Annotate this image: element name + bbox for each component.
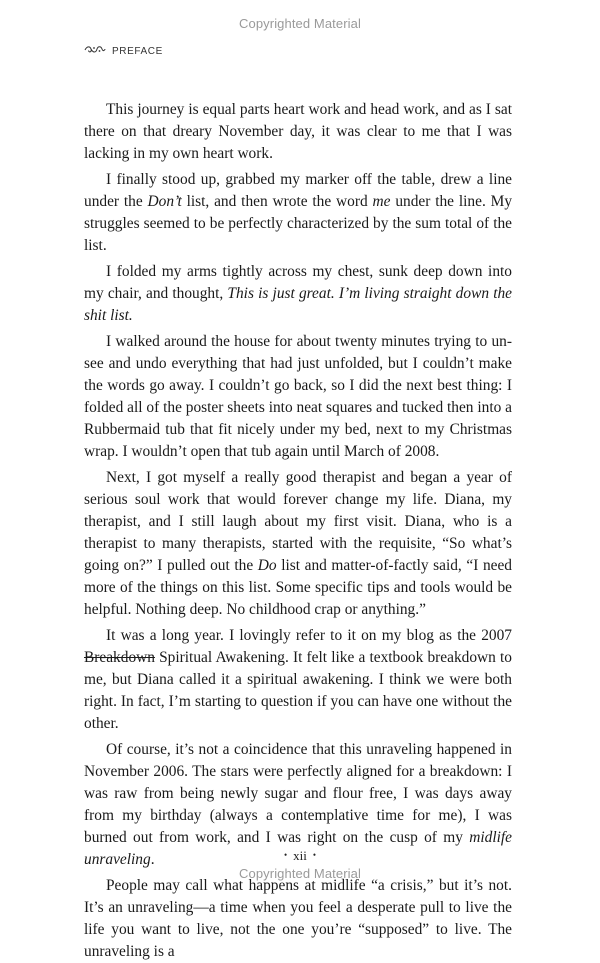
running-head — [84, 45, 163, 57]
bullet-left: • — [283, 850, 288, 860]
body-text — [84, 99, 512, 963]
midlife-unraveling-emphasis: midlife unraveling — [84, 829, 512, 868]
paragraph-7-text: . — [150, 851, 155, 868]
copyright-watermark-bottom: Copyrighted Material — [239, 866, 361, 881]
paragraph-8: People may call what happens at midlife “a crisis,” but it’s not. It’s an unraveling—a time when you feel a desperate pull to live the life you want to live, not the one you’re “supposed” to live. The unraveling is a — [84, 877, 512, 960]
paragraph-3-text: I folded my arms tightly across my chest, sunk deep down into my chair, and thought, — [84, 263, 512, 302]
breakdown-strikethrough: Breakdown — [84, 649, 155, 666]
paragraph-4: I walked around the house for about twenty minutes trying to un-see and undo everything that had just unfolded, but I couldn’t make the words go away. I couldn’t go back, so I did the next best thing: I folded all of the poster sheets into neat squares and tucked then into a Rubbermaid tub that fit nicely under my bed, next to my Christmas wrap. I wouldn’t open that tub again until March of 2008. — [84, 333, 512, 460]
paragraph-3 — [84, 261, 512, 327]
paragraph-5-text: Next, I got myself a really good therapist and began a year of serious soul work that would forever change my life. Diana, my therapist, and I still laugh about my first visit. Diana, who is a therapist to many therapists, started with the requisite, “So what’s going on?” I pulled out the — [84, 469, 512, 574]
paragraph-5-text: list and matter-of-factly said, “I need more of the things on this list. Some specific tips and tools would be helpful. Nothing deep. No childhood crap or anything.” — [84, 557, 512, 618]
thought-emphasis: This is just great. I’m living straight down the shit list. — [84, 285, 512, 324]
copyright-watermark-top: Copyrighted Material — [239, 16, 361, 31]
do-list-emphasis: Do — [257, 557, 277, 574]
page-footer — [0, 848, 600, 864]
paragraph-2 — [84, 169, 512, 257]
me-emphasis: me — [372, 193, 391, 210]
paragraph-6 — [84, 625, 512, 735]
section-title: PREFACE — [112, 45, 163, 57]
paragraph-1: This journey is equal parts heart work and head work, and as I sat there on that dreary November day, it was clear to me that I was lacking in my own heart work. — [84, 101, 512, 162]
paragraph-7-text: Of course, it’s not a coincidence that this unraveling happened in November 2006. The stars were perfectly aligned for a breakdown: I was raw from being newly sugar and flour free, I was days away from my birthday (always a contemplative time for me), I was burned out from work, and I was right on the cusp of my — [84, 741, 512, 846]
paragraph-2-text: under the line. My struggles seemed to be perfectly characterized by the sum total of the list. — [84, 193, 513, 254]
bullet-right: • — [312, 850, 317, 860]
paragraph-6-text: Spiritual Awakening. It felt like a textbook breakdown to me, but Diana called it a spiritual awakening. I think we were both right. In fact, I’m starting to question if you can have one without the other. — [84, 649, 512, 732]
paragraph-2-text: list, and then wrote the word — [181, 193, 373, 210]
ornament-swirl-icon — [84, 45, 112, 57]
paragraph-6-text: It was a long year. I lovingly refer to it on my blog as the 2007 — [106, 627, 512, 644]
paragraph-5 — [84, 467, 512, 621]
page-number: xii — [293, 848, 307, 863]
dont-list-emphasis: Don’t — [147, 193, 182, 210]
paragraph-2-text: I finally stood up, grabbed my marker off the table, drew a line under the — [84, 171, 512, 210]
